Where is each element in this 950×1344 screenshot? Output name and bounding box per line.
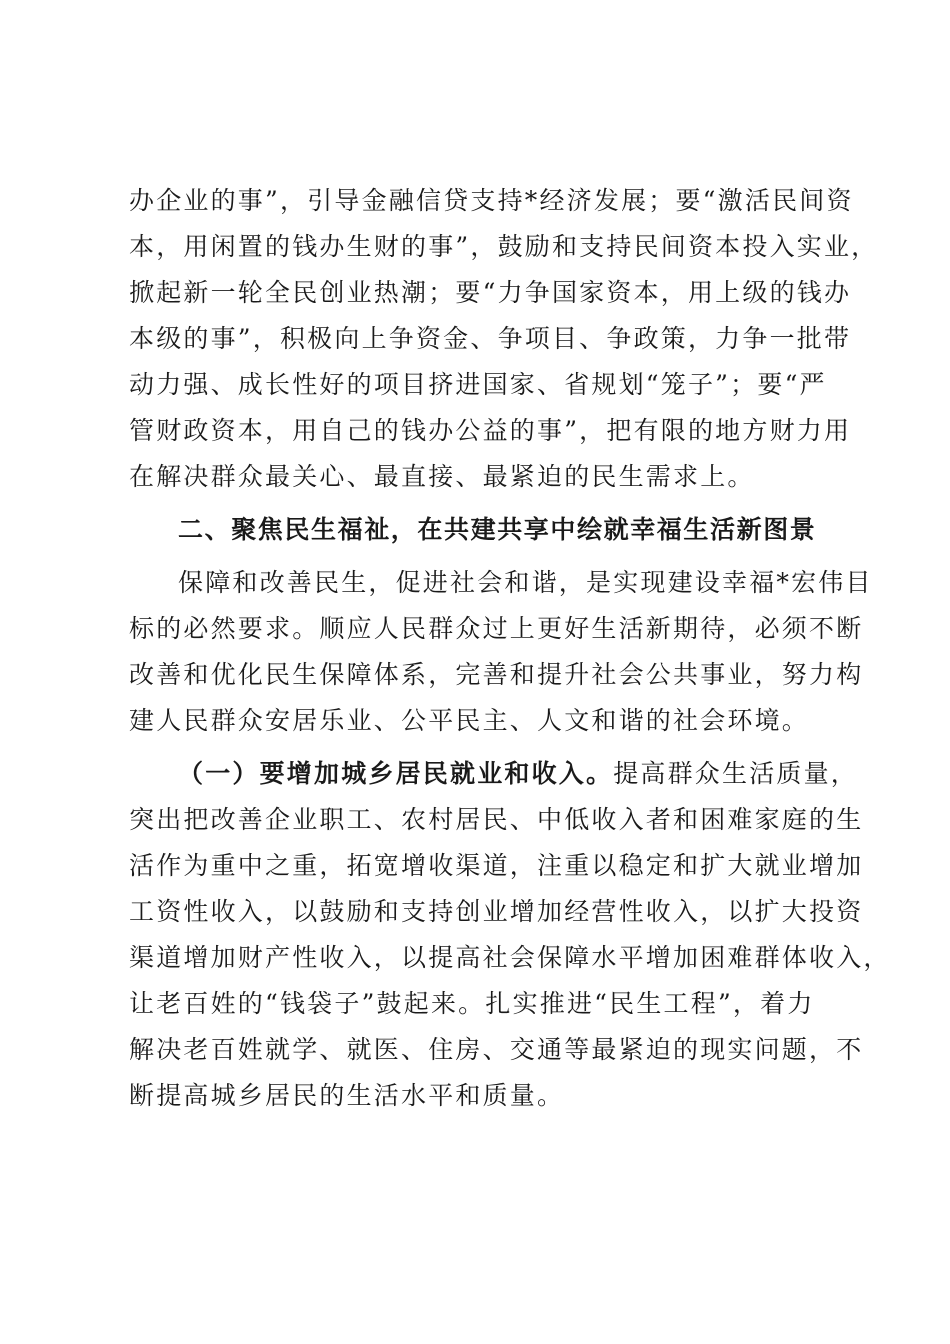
paragraph-2-line: 改善和优化民生保障体系，完善和提升社会公共事业，努力构	[129, 660, 864, 689]
paragraph-1-line: 管财政资本，用自己的钱办公益的事”，把有限的地方财力用	[129, 416, 852, 445]
paragraph-1-line: 办企业的事”，引导金融信贷支持*经济发展；要“激活民间资	[129, 186, 854, 215]
paragraph-1-line: 动力强、成长性好的项目挤进国家、省规划“笼子”；要“严	[129, 370, 827, 399]
paragraph-2-line: 标的必然要求。顺应人民群众过上更好生活新期待，必须不断	[129, 614, 864, 643]
paragraph-1-line: 掀起新一轮全民创业热潮；要“力争国家资本，用上级的钱办	[129, 278, 852, 307]
paragraph-1-line: 本，用闲置的钱办生财的事”，鼓励和支持民间资本投入实业，	[129, 232, 879, 261]
paragraph-2-line: 建人民群众安居乐业、公平民主、人文和谐的社会环境。	[129, 706, 810, 735]
paragraph-3-line: 渠道增加财产性收入，以提高社会保障水平增加困难群体收入，	[129, 943, 891, 972]
paragraph-3-line: 工资性收入，以鼓励和支持创业增加经营性收入，以扩大投资	[129, 897, 864, 926]
paragraph-1-line: 本级的事”，积极向上争资金、争项目、争政策，力争一批带	[129, 324, 852, 353]
paragraph-3-line: 活作为重中之重，拓宽增收渠道，注重以稳定和扩大就业增加	[129, 851, 864, 880]
paragraph-3-line: 解决老百姓就学、就医、住房、交通等最紧迫的现实问题，不	[129, 1035, 864, 1064]
paragraph-3-first-line	[178, 751, 878, 797]
paragraph-3-line: 让老百姓的“钱袋子”鼓起来。扎实推进“民生工程”，着力	[129, 989, 815, 1018]
paragraph-3-first-line-rest: 提高群众生活质量，	[613, 759, 859, 788]
paragraph-3-line: 断提高城乡居民的生活水平和质量。	[129, 1081, 565, 1110]
subheading-lead: （一）要增加城乡居民就业和收入。	[178, 759, 614, 788]
section-heading: 二、聚焦民生福祉，在共建共享中绘就幸福生活新图景	[178, 515, 817, 544]
paragraph-2-line: 保障和改善民生，促进社会和谐，是实现建设幸福*宏伟目	[178, 568, 873, 597]
paragraph-1-line: 在解决群众最关心、最直接、最紧迫的民生需求上。	[129, 462, 755, 491]
paragraph-3-line: 突出把改善企业职工、农村居民、中低收入者和困难家庭的生	[129, 805, 864, 834]
